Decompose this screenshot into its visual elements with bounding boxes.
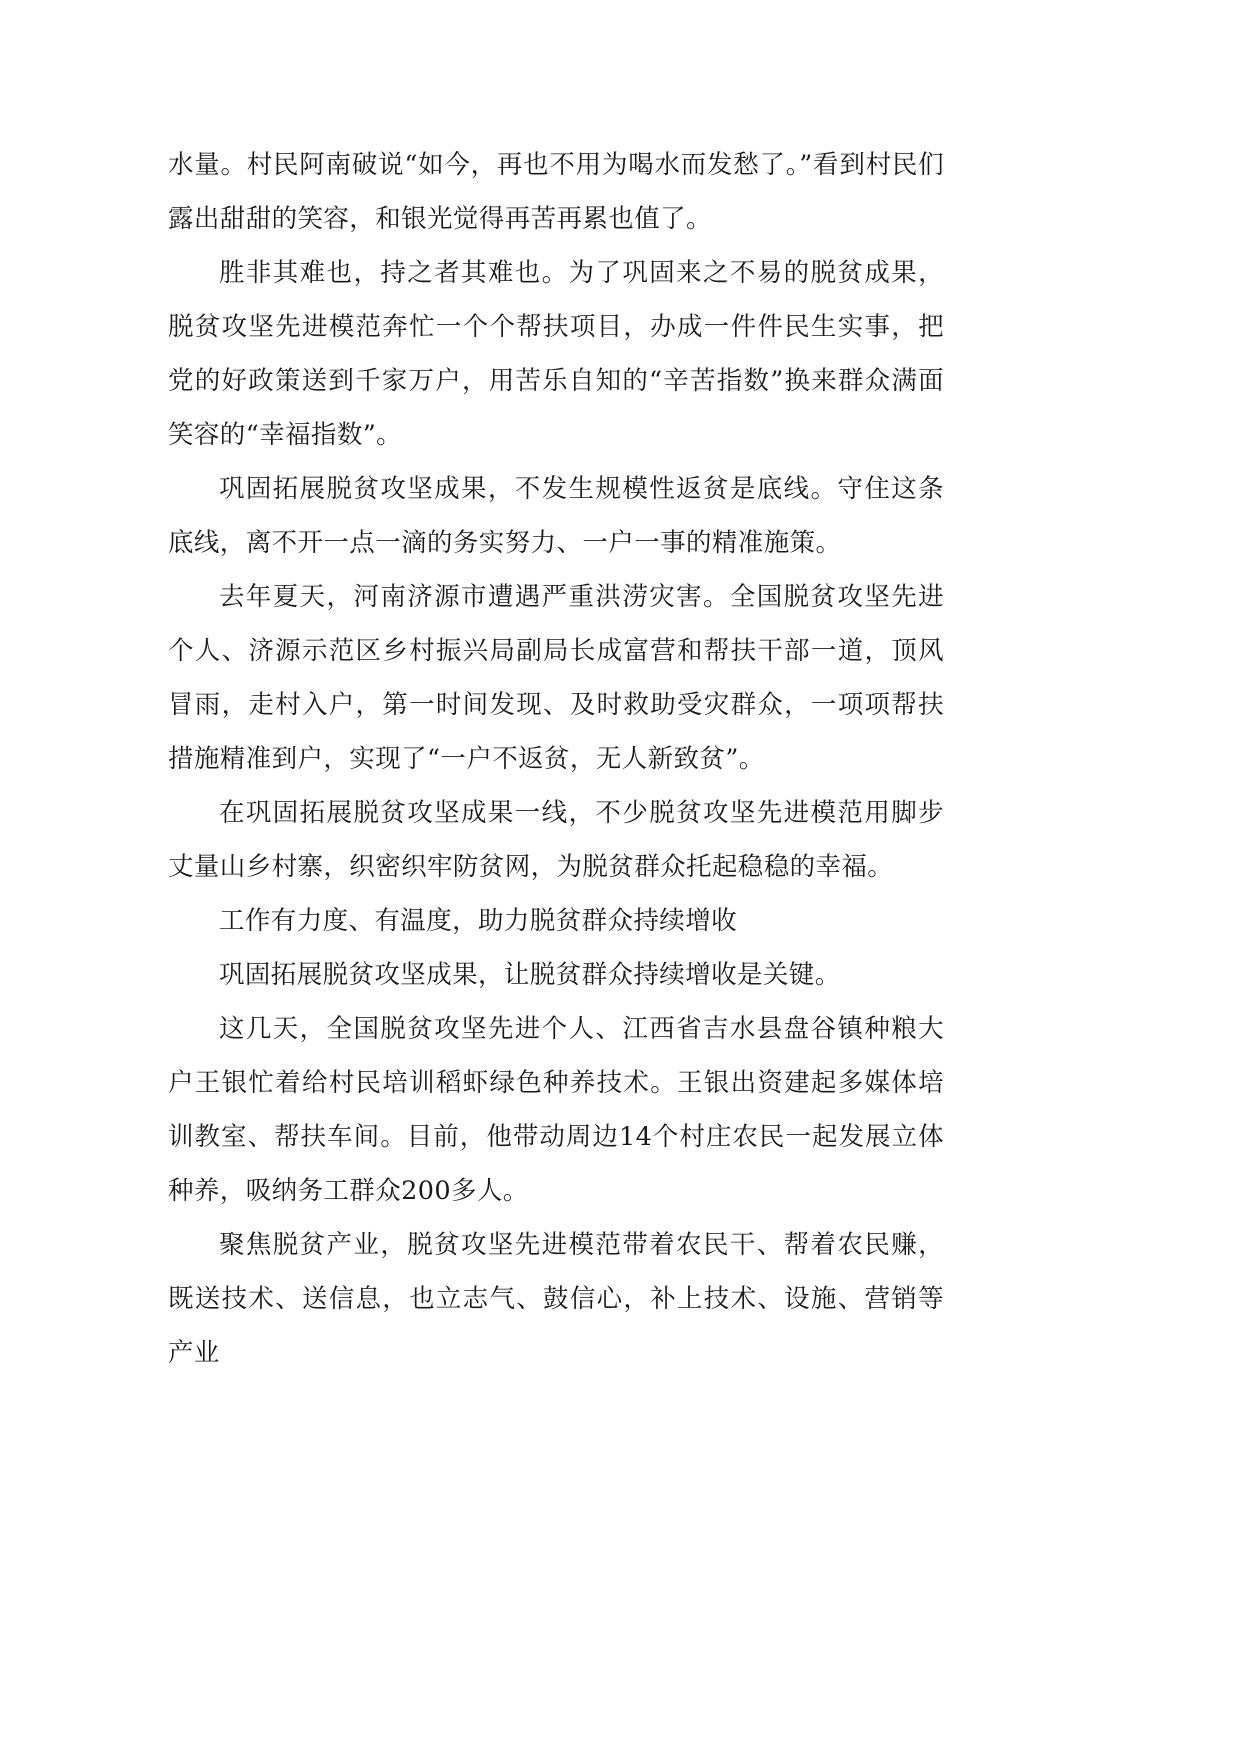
paragraph: 巩固拓展脱贫攻坚成果，让脱贫群众持续增收是关键。 xyxy=(219,960,841,990)
paragraph-continued: 水量。村民阿南破说“如今，再也不用为喝水而发愁了。”看到村民们露出甜甜的笑容，和银光觉得再苦再累也值了。 xyxy=(168,150,944,234)
paragraph: 去年夏天，河南济源市遭遇严重洪涝灾害。全国脱贫攻坚先进个人、济源示范区乡村振兴局副局长成富营和帮扶干部一道，顶风冒雨，走村入户，第一时间发现、及时救助受灾群众，一项项帮扶措施精准到户，实现了“一户不返贫，无人新致贫”。 xyxy=(168,582,944,774)
paragraph: 聚焦脱贫产业，脱贫攻坚先进模范带着农民干、帮着农民赚，既送技术、送信息，也立志气、鼓信心，补上技术、设施、营销等产业 xyxy=(168,1230,944,1368)
section-subheading: 工作有力度、有温度，助力脱贫群众持续增收 xyxy=(219,906,738,936)
article-body xyxy=(168,138,944,1380)
paragraph: 胜非其难也，持之者其难也。为了巩固来之不易的脱贫成果，脱贫攻坚先进模范奔忙一个个帮扶项目，办成一件件民生实事，把党的好政策送到千家万户，用苦乐自知的“辛苦指数”换来群众满面笑容的“幸福指数”。 xyxy=(168,258,944,450)
paragraph: 这几天，全国脱贫攻坚先进个人、江西省吉水县盘谷镇种粮大户王银忙着给村民培训稻虾绿色种养技术。王银出资建起多媒体培训教室、帮扶车间。目前，他带动周边14个村庄农民一起发展立体种养，吸纳务工群众200多人。 xyxy=(168,1014,944,1206)
paragraph: 在巩固拓展脱贫攻坚成果一线，不少脱贫攻坚先进模范用脚步丈量山乡村寨，织密织牢防贫网，为脱贫群众托起稳稳的幸福。 xyxy=(168,798,944,882)
paragraph: 巩固拓展脱贫攻坚成果，不发生规模性返贫是底线。守住这条底线，离不开一点一滴的务实努力、一户一事的精准施策。 xyxy=(168,474,944,558)
